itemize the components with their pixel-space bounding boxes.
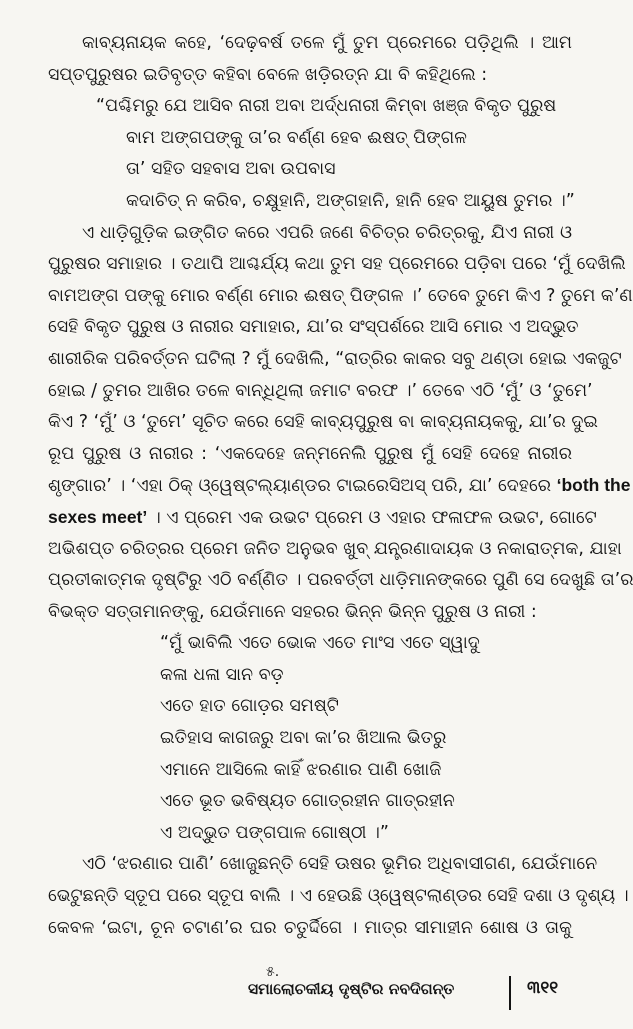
bold-phrase: ‘both the bbox=[556, 475, 631, 496]
text-line: ପୁରୁଷର ସମାହାର । ତଥାପି ଆଶ୍ଚର୍ଯ୍ୟ କଥା ତୁମ ସହ ପ୍ରେମରେ ପଡ଼ିବା ପରେ ‘ମୁଁ ଦେଖିଲି bbox=[48, 254, 626, 275]
text-line: ଏଠି ‘ଝରଣାର ପାଣି’ ଖୋଜୁଛନ୍ତି ସେହି ଊଷର ଭୂମିର ଅଧିବାସୀଗଣ, ଯେଉଁମାନେ bbox=[82, 854, 598, 875]
text-line: ବାମଅଙ୍ଗ ପଙ୍କୁ ମୋର ବର୍ଣ୍ଣ ମୋର ଈଷତ୍ ପିଙ୍ଗଳ ।’ ତେବେ ତୁମେ କିଏ ? ତୁମେ କ’ଣ bbox=[48, 285, 633, 306]
footnote-mark: ୫. bbox=[266, 964, 280, 980]
quote-line: ଏତେ ହାତ ଗୋଡ଼ର ସମଷ୍ଟି bbox=[160, 696, 339, 717]
quote-line: “ମୁଁ ଭାବିଲି ଏତେ ଭୋକ ଏତେ ମାଂସ ଏତେ ସ୍ୱାଦୁ bbox=[160, 633, 480, 654]
text-span: ଶୃଙ୍ଗାର’ । ‘ଏହା ଠିକ୍ ଓ୍ୱେଷ୍ଟଲ୍ୟାଣ୍ଡର ଟାଇରେସିଅସ୍ ପରି, ଯା’ ଦେହରେ bbox=[48, 476, 551, 497]
text-line: କାବ୍ୟନାୟକ କହେ, ‘ଦେଢ଼ବର୍ଷ ତଳେ ମୁଁ ତୁମ ପ୍ରେମରେ ପଡ଼ିଥିଲି । ଆମ bbox=[82, 33, 572, 53]
quote-line: ତା’ ସହିତ ସହବାସ ଅବା ଉପବାସ bbox=[126, 159, 336, 180]
page-footer bbox=[0, 972, 600, 1014]
text-line: ହୋଇ / ତୁମର ଆଖିର ତଳେ ବାନ୍ଧିଥିଲା ଜମାଟ ବରଫ ।’ ତେବେ ଏଠି ‘ମୁଁ’ ଓ ‘ତୁମେ’ bbox=[48, 380, 593, 401]
quote-line: କଦାଚିତ୍ ନ କରିବ, ଚକ୍ଷୁହାନି, ଅଙ୍ଗହାନି, ହାନି ହେବ ଆୟୁଷ ତୁମର ।” bbox=[126, 190, 575, 211]
quote-line: ଇତିହାସ କାଗଜରୁ ଅବା କା’ର ଖିଆଲ ଭିତରୁ bbox=[160, 728, 447, 749]
text-line: କିଏ ? ‘ମୁଁ’ ଓ ‘ତୁମେ’ ସୂଚିତ କରେ ସେହି କାବ୍ୟପୁରୁଷ ବା କାବ୍ୟନାୟକକୁ, ଯା’ର ଦୁଇ bbox=[48, 412, 598, 433]
text-span: । ଏ ପ୍ରେମ ଏକ ଉଭଟ ପ୍ରେମ ଓ ଏହାର ଫଳାଫଳ ଉଭଟ, ଗୋଟେ bbox=[147, 507, 597, 528]
bold-phrase: sexes meet’ bbox=[48, 506, 148, 527]
quote-line: ବାମ ଅଙ୍ଗପଙ୍କୁ ତା’ର ବର୍ଣ୍ଣ ହେବ ଈଷତ୍ ପିଙ୍ଗଳ bbox=[126, 127, 467, 148]
quote-line: ଏମାନେ ଆସିଲେ କାହିଁ ଝରଣାର ପାଣି ଖୋଜି bbox=[160, 759, 442, 780]
text-line: ରୂପ ପୁରୁଷ ଓ ନାରୀର : ‘ଏକଦେହେ ଜନ୍ମନେଲି ପୁରୁଷ ମୁଁ ସେହି ଦେହେ ନାରୀର bbox=[48, 443, 572, 464]
quote-line: ଏତେ ଭୂତ ଭବିଷ୍ୟତ ଗୋତ୍ରହୀନ ଗାତ୍ରହୀନ bbox=[160, 791, 455, 812]
body-text bbox=[48, 28, 633, 944]
footer-divider bbox=[509, 976, 511, 1010]
quote-line: କଳା ଧଳା ସାନ ବଡ଼ bbox=[160, 664, 284, 685]
page-number: ୩୧୧ bbox=[527, 978, 559, 998]
text-line: ଅଭିଶପ୍ତ ଚରିତ୍ରର ପ୍ରେମ ଜନିତ ଅନୁଭବ ଖୁବ୍ ଯନ୍ତ୍ରଣାଦାୟକ ଓ ନକାରାତ୍ମକ, ଯାହା bbox=[48, 538, 622, 559]
text-line: ଶାରୀରିକ ପରିବର୍ତ୍ତନ ଘଟିଲା ? ମୁଁ ଦେଖିଲି, “ରାତ୍ରିର କାକର ସବୁ ଥଣ୍ଡା ହୋଇ ଏକଜୁଟ bbox=[48, 348, 622, 369]
quote-line: “ପଶ୍ଚିମରୁ ଯେ ଆସିବ ନାରୀ ଅବା ଅର୍ଦ୍ଧନାରୀ କିମ୍ବା ଖଞ୍ଜ ବିକୃତ ପୁରୁଷ bbox=[96, 96, 557, 117]
text-line bbox=[48, 502, 597, 534]
text-line: ବିଭକ୍ତ ସତ୍ତାମାନଙ୍କୁ, ଯେଉଁମାନେ ସହରର ଭିନ୍ନ ଭିନ୍ନ ପୁରୁଷ ଓ ନାରୀ : bbox=[48, 601, 537, 622]
text-line: ସପ୍ତପୁରୁଷର ଇତିବୃତ୍ତ କହିବା ବେଳେ ଖଡ଼ିରତ୍ନ ଯା ବି କହିଥିଲେ : bbox=[48, 64, 488, 85]
text-line bbox=[48, 470, 631, 502]
text-line: କେବଳ ‘ଇଟା, ଚୂନ ଚଟାଣ’ର ଘର ଚତୁର୍ଦ୍ଦିଗେ । ମାତ୍ର ସୀମାହୀନ ଶୋଷ ଓ ତାକୁ bbox=[48, 917, 572, 938]
text-line: ପ୍ରତୀକାତ୍ମକ ଦୃଷ୍ଟିରୁ ଏଠି ବର୍ଣ୍ଣିତ । ପରବର୍ତ୍ତୀ ଧାଡ଼ିମାନଙ୍କରେ ପୁଣି ସେ ଦେଖୁଛି ତା’ର bbox=[48, 570, 633, 591]
text-line: ସେହି ବିକୃତ ପୁରୁଷ ଓ ନାରୀର ସମାହାର, ଯା’ର ସଂସ୍ପର୍ଶରେ ଆସି ମୋର ଏ ଅଦ୍ଭୁତ bbox=[48, 317, 579, 338]
text-line: ଭେଟୁଛନ୍ତି ସ୍ତୂପ ପରେ ସ୍ତୂପ ବାଲି । ଏ ହେଉଛି ଓ୍ୱେଷ୍ଟଲାଣ୍ଡର ସେହି ଦଶା ଓ ଦୃଶ୍ୟ । bbox=[48, 886, 629, 907]
quote-line: ଏ ଅଦ୍ଭୁତ ପଙ୍ଗପାଳ ଗୋଷ୍ଠୀ ।” bbox=[160, 822, 389, 843]
running-title: ସମାଲୋଚକୀୟ ଦୃଷ୍ଟିର ନବଦିଗନ୍ତ bbox=[248, 980, 455, 998]
text-line: ଏ ଧାଡ଼ିଗୁଡ଼ିକ ଇଙ୍ଗିତ କରେ ଏପରି ଜଣେ ବିଚିତ୍ର ଚରିତ୍ରକୁ, ଯିଏ ନାରୀ ଓ bbox=[82, 222, 572, 243]
